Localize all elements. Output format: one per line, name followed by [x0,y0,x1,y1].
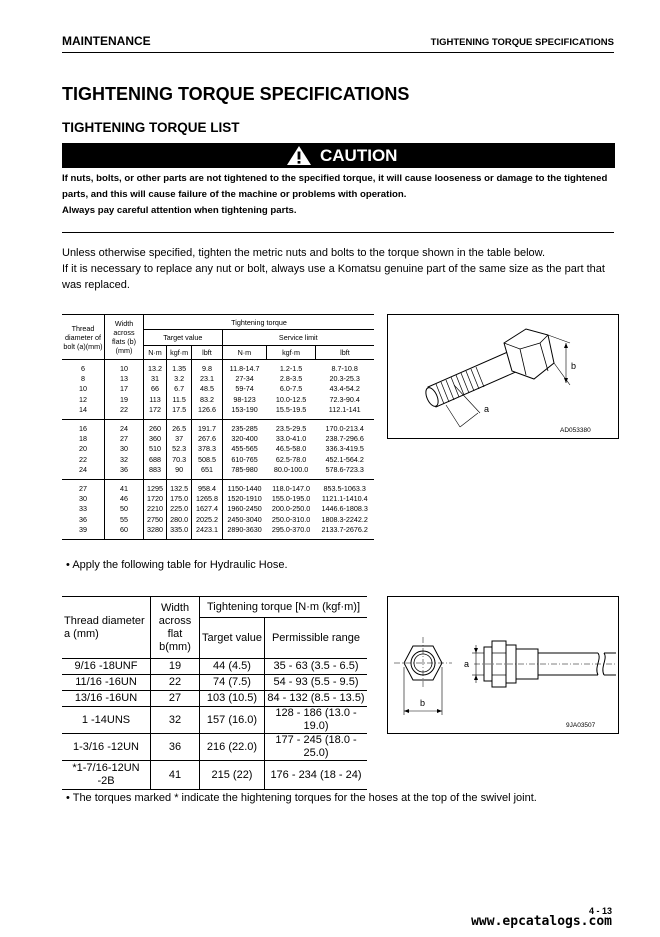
table-cell: 6.0-7.5 [279,384,303,394]
table-row [62,420,374,435]
unit-nm: N·m [222,346,267,360]
table-cell: 14 [62,405,105,420]
table-cell: 20 [62,444,105,454]
table-cell: 11.5 [166,395,191,405]
table-cell: 27-34 [235,374,254,384]
table-cell: 24 [62,465,105,480]
header-chapter-title: TIGHTENING TORQUE SPECIFICATIONS [430,37,614,48]
table-cell: 70.3 [166,455,191,465]
table-cell: 59-74 [235,384,254,394]
table-cell: 452.1-564.2 [325,454,364,464]
table-cell: 8 [62,374,105,384]
table-row [62,405,374,420]
intro-paragraph-1: Unless otherwise specified, tighten the metric nuts and bolts to the torque shown in the table below. [62,247,546,259]
table-cell: 37 [166,434,191,444]
table-cell: 335.0 [166,525,191,540]
table-row [62,675,367,691]
hose-figure-code: 9JA03507 [566,722,596,729]
unit-kgfm: kgf·m [267,346,316,360]
table-cell: 1121.1-1410.4 [321,494,368,504]
caution-label: CAUTION [320,145,398,165]
bullet-swivel-note [66,792,537,804]
table-cell: 2210 [144,504,167,514]
table-cell: 18 [62,434,105,444]
table-row [62,494,374,504]
table-row [62,525,374,540]
section-subtitle: TIGHTENING TORQUE LIST [62,120,240,135]
table-cell: 1808.3-2242.2 [321,514,368,524]
caution-banner [62,143,615,168]
table-cell: 103 (10.5) [200,691,265,707]
table-cell: 98-123 [233,394,256,404]
table-cell: 27 [62,480,105,495]
bullet-dot-icon: • [66,559,70,571]
table-cell: 10.0-12.5 [275,394,307,404]
table-cell: 785-980 [222,465,267,480]
caution-divider [62,232,614,233]
table-cell: 24 [105,420,144,435]
table-cell: 112.1-141 [315,405,374,420]
hose-fitting-diagram [387,596,619,734]
hose-label-b: b [420,698,426,708]
table-cell: 54 - 93 (5.5 - 9.5) [265,675,368,691]
table-cell: 260 [144,420,167,435]
table-cell: 6 [62,360,105,375]
table-cell: 66 [144,384,167,394]
header-section-label: MAINTENANCE [62,34,151,48]
bolt-drawing [388,315,618,438]
table-cell: 510 [144,444,167,454]
table-cell: 128 - 186 (13.0 - 19.0) [265,707,368,734]
table-cell: 235-285 [231,424,258,434]
table-cell: 1 -14UNS [62,707,151,734]
table-cell: 1446.6-1808.3 [321,504,368,514]
table-cell: 19 [151,659,200,675]
table-row [62,515,374,525]
table-cell: 46 [105,494,144,504]
table-cell: 11/16 -16UN [62,675,151,691]
table-cell: 3280 [144,525,167,540]
table-cell: 1150-1440 [227,484,262,494]
table-cell: 36 [62,515,105,525]
table-cell: 1-3/16 -12UN [62,734,151,761]
table-cell: 80.0-100.0 [267,465,316,480]
table-cell: 132.5 [166,480,191,495]
bullet-swivel-note-text: The torques marked * indicate the hightening torques for the hoses at the top of the swivel joint. [72,792,537,804]
table-row [62,465,374,480]
col-header-width: Width across flat b(mm) [151,597,200,659]
caution-line-1: If nuts, bolts, or other parts are not tightened to the specified torque, it will cause looseness or damage to the tightened parts, and this will cause failure of the machine or problems with operation. [62,173,608,200]
table-cell: 36 [105,465,144,480]
table-cell: 22 [151,675,200,691]
table-cell: 39 [62,525,105,540]
table-cell: 8.7-10.8 [331,364,358,373]
table-cell: 13 [105,374,144,384]
table-cell: 250.0-310.0 [271,514,311,524]
table-cell: 216 (22.0) [200,734,265,761]
table-cell: 62.5-78.0 [275,454,307,464]
table-cell: 1.35 [166,360,191,375]
table-cell: 2750 [144,515,167,525]
col-header-service: Service limit [222,330,374,346]
table-cell: 60 [105,525,144,540]
table-cell: 200.0-250.0 [271,504,311,514]
table-row [62,395,374,405]
metric-torque-table [62,314,374,540]
header-divider [62,52,614,53]
table-cell: 11.8-14.7 [229,364,260,373]
table-cell: 455-565 [231,444,258,454]
table-cell: 578.6-723.3 [315,465,374,480]
table-cell: 9/16 -18UNF [62,659,151,675]
table-row [62,734,367,761]
table-cell: 32 [151,707,200,734]
watermark-text: www.epcatalogs.com [471,914,612,929]
table-cell: 27 [151,691,200,707]
warning-triangle-icon [286,145,312,166]
table-cell: 19 [105,395,144,405]
intro-paragraph-2: If it is necessary to replace any nut or bolt, always use a Komatsu genuine part of the same size as the part that was replaced. [62,263,605,291]
table-cell: 267.6 [192,434,222,444]
table-row [62,374,374,384]
col-header-torque: Tightening torque [N·m (kgf·m)] [200,597,368,618]
table-cell: 157 (16.0) [200,707,265,734]
table-cell: 320-400 [231,434,258,444]
table-cell: 90 [166,465,191,480]
table-cell: 883 [144,465,167,480]
col-header-range: Permissible range [265,618,368,659]
table-cell: 17 [105,384,144,394]
col-header-target: Target value [200,618,265,659]
table-cell: 52.3 [166,444,191,454]
bolt-label-b: b [571,361,577,371]
table-cell: 20.3-25.3 [329,374,360,384]
hose-label-a: a [464,659,470,669]
table-cell: 2450-3040 [227,514,262,524]
table-cell: 44 (4.5) [200,659,265,675]
table-cell: 16 [62,420,105,435]
table-cell: 2423.1 [192,525,222,540]
table-cell: 30 [105,444,144,454]
table-cell: 2133.7-2676.2 [315,525,374,540]
table-cell: 83.2 [192,395,222,405]
table-cell: 238.7-296.6 [325,434,364,444]
col-header-thread: Thread diameter a (mm) [62,597,151,659]
table-cell: 155.0-195.0 [271,494,311,504]
table-cell: 35 - 63 (3.5 - 6.5) [265,659,368,675]
table-row [62,691,367,707]
table-row [62,659,367,675]
table-cell: 126.6 [192,405,222,420]
caution-line-2: Always pay careful attention when tightening parts. [62,205,297,216]
table-cell: 13.2 [144,360,167,375]
caution-text [62,171,618,219]
table-cell: 36 [151,734,200,761]
bolt-figure-code: AD053380 [560,427,591,434]
unit-kgfm: kgf·m [166,346,191,360]
table-cell: 17.5 [166,405,191,420]
table-cell: 113 [144,395,167,405]
table-cell: 72.3-90.4 [329,394,360,404]
table-row [62,360,374,375]
table-cell: 55 [105,515,144,525]
col-header-width: Width across flats (b)(mm) [105,315,144,360]
bullet-dot-icon: • [66,792,70,804]
table-cell: 1520-1910 [227,494,262,504]
table-row [62,761,367,790]
table-cell: 651 [192,465,222,480]
table-cell: 378.3 [192,444,222,454]
table-cell: 508.5 [192,455,222,465]
table-cell: 225.0 [166,504,191,514]
table-cell: 50 [105,504,144,514]
table-cell: 33 [62,504,105,514]
table-cell: 9.8 [192,360,222,375]
table-cell: 958.4 [192,480,222,495]
table-cell: 1265.8 [192,494,222,504]
table-cell: 32 [105,455,144,465]
table-cell: 191.7 [192,420,222,435]
table-cell: 26.5 [166,420,191,435]
table-cell: 13/16 -16UN [62,691,151,707]
table-cell: 153-190 [222,405,267,420]
unit-nm: N·m [144,346,167,360]
bolt-diagram [387,314,619,439]
table-cell: 853.5-1063.3 [323,484,366,494]
table-cell: 360 [144,434,167,444]
table-row [62,504,374,514]
table-cell: 295.0-370.0 [267,525,316,540]
table-row [62,455,374,465]
table-cell: 118.0-147.0 [272,484,310,494]
table-cell: 1960-2450 [227,504,262,514]
table-cell: 31 [144,374,167,384]
table-cell: 23.5-29.5 [275,424,307,434]
table-cell: 22 [105,405,144,420]
table-cell: 170.0-213.4 [325,424,364,434]
table-cell: 176 - 234 (18 - 24) [265,761,368,790]
bolt-label-a: a [484,404,490,414]
table-cell: 10 [105,360,144,375]
table-cell: 280.0 [166,515,191,525]
table-cell: 2025.2 [192,515,222,525]
table-cell: 10 [62,384,105,394]
table-cell: 30 [62,494,105,504]
table-cell: 6.7 [166,384,191,394]
table-cell: 84 - 132 (8.5 - 13.5) [265,691,368,707]
table-cell: 172 [144,405,167,420]
table-cell: 3.2 [166,374,191,384]
col-header-thread: Thread diameter of bolt (a)(mm) [62,315,105,360]
bullet-hydraulic-hose [66,559,288,571]
col-header-target: Target value [144,330,223,346]
table-cell: 15.5-19.5 [267,405,316,420]
table-row [62,384,374,394]
table-cell: 1295 [144,480,167,495]
page-number: 4 - 13 [588,906,612,916]
hose-fitting-drawing [388,597,618,733]
table-row [62,434,374,444]
unit-lbft: lbft [315,346,374,360]
table-cell: 33.0-41.0 [275,434,307,444]
table-cell: 23.1 [192,374,222,384]
table-cell: *1-7/16-12UN -2B [62,761,151,790]
table-cell: 41 [151,761,200,790]
table-row [62,480,374,495]
table-cell: 43.4-54.2 [329,384,360,394]
table-cell: 1.2-1.5 [279,364,303,373]
table-cell: 22 [62,455,105,465]
table-row [62,444,374,454]
table-cell: 27 [105,434,144,444]
table-cell: 610-765 [231,454,258,464]
table-cell: 2.8-3.5 [279,374,303,384]
table-cell: 74 (7.5) [200,675,265,691]
table-cell: 177 - 245 (18.0 - 25.0) [265,734,368,761]
table-cell: 2890-3630 [222,525,267,540]
col-header-torque: Tightening torque [144,315,375,330]
table-cell: 1720 [144,494,167,504]
table-cell: 215 (22) [200,761,265,790]
table-cell: 336.3-419.5 [325,444,364,454]
bullet-hydraulic-hose-text: Apply the following table for Hydraulic Hose. [72,559,288,571]
table-cell: 175.0 [166,494,191,504]
table-cell: 688 [144,455,167,465]
table-row [62,707,367,734]
table-cell: 12 [62,395,105,405]
table-cell: 48.5 [192,384,222,394]
unit-lbft: lbft [192,346,222,360]
table-cell: 41 [105,480,144,495]
table-cell: 1627.4 [192,504,222,514]
hydraulic-hose-torque-table [62,596,367,790]
table-cell: 46.5-58.0 [275,444,307,454]
page-title: TIGHTENING TORQUE SPECIFICATIONS [62,84,410,104]
